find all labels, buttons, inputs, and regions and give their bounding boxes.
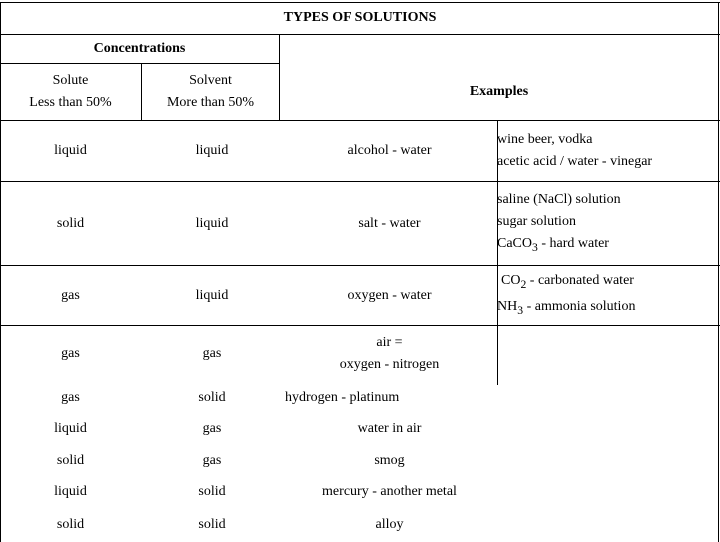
row3-extra-1: $CO_2$ - carbonated water — [501, 272, 634, 291]
row5-solvent: solid — [198, 390, 226, 405]
row1-solute: liquid — [54, 143, 87, 158]
row1-solvent: liquid — [195, 143, 229, 158]
row4-example-line2: oxygen - nitrogen — [339, 356, 440, 372]
row1-extra-1: wine beer, vodka — [497, 132, 593, 147]
row2-solvent: liquid — [195, 215, 229, 231]
row1-example: alcohol - water — [347, 143, 432, 158]
row2-extra-2: sugar solution — [497, 213, 576, 229]
row4-solute: gas — [61, 345, 80, 361]
row3-solvent: liquid — [195, 287, 229, 303]
row8-solvent: solid — [198, 484, 226, 499]
row2-more-examples — [497, 182, 718, 265]
row3-example: oxygen - water — [347, 287, 432, 303]
row5-solute: gas — [61, 390, 80, 405]
header-solvent-range: More than 50% — [166, 95, 255, 110]
row2-extra-3: CaCO$_3$ - hard water — [497, 235, 609, 254]
row3-extra-2: $NH_3$ - ammonia solution — [497, 298, 636, 317]
row7-solvent: gas — [202, 453, 222, 468]
row3-solute: gas — [61, 287, 80, 303]
row7-example: smog — [374, 453, 405, 468]
border-right — [718, 2, 719, 542]
row6-example: water in air — [357, 421, 422, 436]
border-top — [0, 2, 720, 3]
row2-extra-1: saline (NaCl) solution — [497, 191, 621, 207]
header-solute — [0, 64, 141, 120]
row2-solute: solid — [56, 215, 85, 231]
row6-solvent: gas — [202, 421, 222, 436]
row1-extra-2: acetic acid / water - vinegar — [497, 154, 653, 169]
row8-solute: liquid — [54, 484, 87, 499]
row8-example: mercury - another metal — [322, 484, 457, 499]
header-solute-range: Less than 50% — [29, 95, 112, 110]
row2-example: salt - water — [358, 215, 421, 231]
header-examples: Examples — [469, 84, 529, 99]
row4-solvent: gas — [202, 345, 222, 361]
header-concentrations: Concentrations — [93, 41, 186, 56]
row7-solute: solid — [56, 453, 85, 468]
header-solvent-label: Solvent — [189, 73, 232, 88]
row9-solvent: solid — [198, 517, 226, 532]
row4-example-line1: air = — [376, 334, 403, 350]
row9-example: alloy — [375, 517, 404, 532]
header-solvent — [142, 64, 279, 120]
row3-more-examples — [497, 266, 718, 325]
row4-example — [282, 326, 497, 381]
row9-solute: solid — [56, 517, 85, 532]
row1-more-examples — [497, 121, 718, 181]
table-title: TYPES OF SOLUTIONS — [283, 10, 437, 25]
row5-example: hydrogen - platinum — [285, 390, 400, 405]
row6-solute: liquid — [54, 421, 87, 436]
header-solute-label: Solute — [52, 73, 89, 88]
